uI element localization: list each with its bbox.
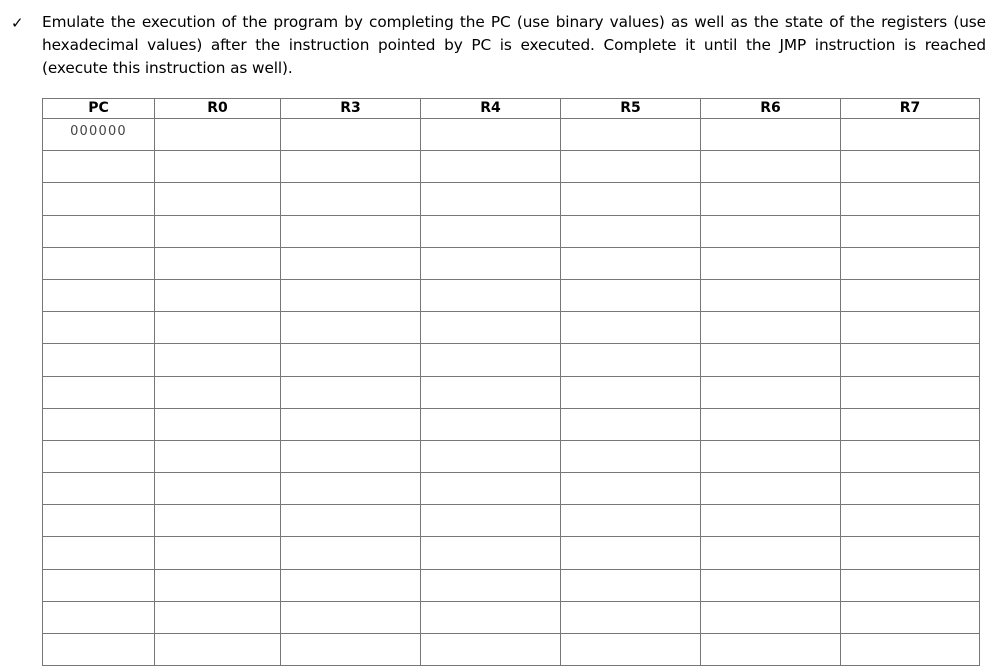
table-row — [43, 312, 980, 344]
cell-r3[interactable] — [281, 376, 421, 408]
cell-r7[interactable] — [841, 408, 980, 440]
cell-r3[interactable] — [281, 634, 421, 666]
cell-pc[interactable]: 000000 — [43, 119, 155, 151]
cell-r3[interactable] — [281, 183, 421, 215]
cell-r3[interactable] — [281, 440, 421, 472]
cell-r6[interactable] — [701, 151, 841, 183]
cell-r6[interactable] — [701, 505, 841, 537]
cell-r4[interactable] — [421, 376, 561, 408]
header-r0: R0 — [155, 99, 281, 119]
cell-r4[interactable] — [421, 312, 561, 344]
cell-r3[interactable] — [281, 151, 421, 183]
table-row — [43, 569, 980, 601]
cell-r4[interactable] — [421, 119, 561, 151]
cell-r3[interactable] — [281, 215, 421, 247]
cell-r6[interactable] — [701, 279, 841, 311]
table-row — [43, 440, 980, 472]
cell-pc[interactable] — [43, 215, 155, 247]
cell-r3[interactable] — [281, 537, 421, 569]
table-row — [43, 247, 980, 279]
cell-r5[interactable] — [561, 569, 701, 601]
checkmark-icon: ✓ — [11, 14, 24, 32]
instruction-paragraph — [11, 11, 986, 80]
cell-pc[interactable] — [43, 408, 155, 440]
cell-r6[interactable] — [701, 215, 841, 247]
cell-r0[interactable] — [155, 440, 281, 472]
cell-r4[interactable] — [421, 279, 561, 311]
cell-r7[interactable] — [841, 569, 980, 601]
cell-r6[interactable] — [701, 537, 841, 569]
cell-r4[interactable] — [421, 440, 561, 472]
cell-pc[interactable] — [43, 279, 155, 311]
cell-r5[interactable] — [561, 408, 701, 440]
cell-r7[interactable] — [841, 119, 980, 151]
cell-r5[interactable] — [561, 151, 701, 183]
cell-r4[interactable] — [421, 473, 561, 505]
cell-r7[interactable] — [841, 151, 980, 183]
cell-r0[interactable] — [155, 505, 281, 537]
cell-pc[interactable] — [43, 247, 155, 279]
cell-pc[interactable] — [43, 569, 155, 601]
table-row — [43, 537, 980, 569]
cell-r3[interactable] — [281, 569, 421, 601]
cell-r0[interactable] — [155, 119, 281, 151]
header-r5: R5 — [561, 99, 701, 119]
table-row — [43, 634, 980, 666]
cell-r5[interactable] — [561, 634, 701, 666]
header-r3: R3 — [281, 99, 421, 119]
cell-r3[interactable] — [281, 344, 421, 376]
table-row — [43, 505, 980, 537]
cell-r6[interactable] — [701, 312, 841, 344]
table-body — [43, 119, 980, 666]
register-state-table — [42, 98, 980, 666]
cell-r0[interactable] — [155, 408, 281, 440]
cell-r0[interactable] — [155, 634, 281, 666]
header-r6: R6 — [701, 99, 841, 119]
table-row — [43, 215, 980, 247]
cell-r5[interactable] — [561, 376, 701, 408]
cell-r4[interactable] — [421, 569, 561, 601]
cell-r4[interactable] — [421, 505, 561, 537]
cell-r5[interactable] — [561, 473, 701, 505]
table-row — [43, 119, 980, 151]
cell-r3[interactable] — [281, 473, 421, 505]
cell-pc[interactable] — [43, 601, 155, 633]
table-row — [43, 473, 980, 505]
cell-r7[interactable] — [841, 505, 980, 537]
table-header-row — [43, 99, 980, 119]
instruction-text: Emulate the execution of the program by completing the PC (use binary values) as well as the state of the registers (use hexadecimal values) after the instruction pointed by PC is executed. Complete it until the JMP instruction is reached (execute this instruction as well). — [42, 13, 986, 77]
cell-r0[interactable] — [155, 473, 281, 505]
cell-r7[interactable] — [841, 279, 980, 311]
cell-r5[interactable] — [561, 505, 701, 537]
cell-r6[interactable] — [701, 376, 841, 408]
cell-r7[interactable] — [841, 376, 980, 408]
cell-r3[interactable] — [281, 247, 421, 279]
table-row — [43, 376, 980, 408]
cell-r0[interactable] — [155, 279, 281, 311]
cell-r6[interactable] — [701, 119, 841, 151]
cell-r0[interactable] — [155, 215, 281, 247]
table-row — [43, 279, 980, 311]
cell-r3[interactable] — [281, 408, 421, 440]
cell-r0[interactable] — [155, 376, 281, 408]
cell-r5[interactable] — [561, 247, 701, 279]
cell-pc[interactable] — [43, 344, 155, 376]
cell-r3[interactable] — [281, 312, 421, 344]
cell-r7[interactable] — [841, 634, 980, 666]
table-row — [43, 601, 980, 633]
cell-r7[interactable] — [841, 473, 980, 505]
cell-r0[interactable] — [155, 312, 281, 344]
cell-pc[interactable] — [43, 376, 155, 408]
cell-r4[interactable] — [421, 247, 561, 279]
cell-r4[interactable] — [421, 537, 561, 569]
cell-r4[interactable] — [421, 151, 561, 183]
header-r4: R4 — [421, 99, 561, 119]
cell-pc[interactable] — [43, 183, 155, 215]
cell-r6[interactable] — [701, 601, 841, 633]
cell-r5[interactable] — [561, 344, 701, 376]
cell-r0[interactable] — [155, 537, 281, 569]
cell-r3[interactable] — [281, 279, 421, 311]
cell-r4[interactable] — [421, 634, 561, 666]
cell-r6[interactable] — [701, 569, 841, 601]
cell-r6[interactable] — [701, 408, 841, 440]
cell-r0[interactable] — [155, 569, 281, 601]
cell-r0[interactable] — [155, 601, 281, 633]
table-row — [43, 151, 980, 183]
cell-pc[interactable] — [43, 505, 155, 537]
cell-r5[interactable] — [561, 537, 701, 569]
table-row — [43, 183, 980, 215]
cell-r5[interactable] — [561, 312, 701, 344]
cell-r7[interactable] — [841, 183, 980, 215]
cell-r0[interactable] — [155, 344, 281, 376]
cell-r6[interactable] — [701, 183, 841, 215]
header-pc: PC — [43, 99, 155, 119]
cell-r6[interactable] — [701, 344, 841, 376]
cell-pc[interactable] — [43, 537, 155, 569]
cell-r5[interactable] — [561, 279, 701, 311]
cell-r5[interactable] — [561, 440, 701, 472]
cell-pc[interactable] — [43, 312, 155, 344]
cell-pc[interactable] — [43, 634, 155, 666]
cell-r5[interactable] — [561, 183, 701, 215]
cell-r0[interactable] — [155, 247, 281, 279]
cell-pc[interactable] — [43, 440, 155, 472]
cell-r4[interactable] — [421, 183, 561, 215]
cell-r7[interactable] — [841, 247, 980, 279]
header-r7: R7 — [841, 99, 980, 119]
cell-r0[interactable] — [155, 183, 281, 215]
cell-r7[interactable] — [841, 344, 980, 376]
cell-r4[interactable] — [421, 408, 561, 440]
cell-r6[interactable] — [701, 634, 841, 666]
cell-r4[interactable] — [421, 215, 561, 247]
cell-r7[interactable] — [841, 440, 980, 472]
table-row — [43, 344, 980, 376]
cell-r7[interactable] — [841, 312, 980, 344]
cell-r4[interactable] — [421, 601, 561, 633]
cell-r5[interactable] — [561, 215, 701, 247]
cell-r0[interactable] — [155, 151, 281, 183]
cell-pc[interactable] — [43, 473, 155, 505]
cell-r3[interactable] — [281, 505, 421, 537]
cell-r3[interactable] — [281, 601, 421, 633]
cell-pc[interactable] — [43, 151, 155, 183]
cell-r6[interactable] — [701, 440, 841, 472]
table-row — [43, 408, 980, 440]
cell-r7[interactable] — [841, 215, 980, 247]
cell-r6[interactable] — [701, 473, 841, 505]
cell-r5[interactable] — [561, 119, 701, 151]
cell-r5[interactable] — [561, 601, 701, 633]
cell-r3[interactable] — [281, 119, 421, 151]
cell-r7[interactable] — [841, 601, 980, 633]
cell-r6[interactable] — [701, 247, 841, 279]
cell-r4[interactable] — [421, 344, 561, 376]
cell-r7[interactable] — [841, 537, 980, 569]
